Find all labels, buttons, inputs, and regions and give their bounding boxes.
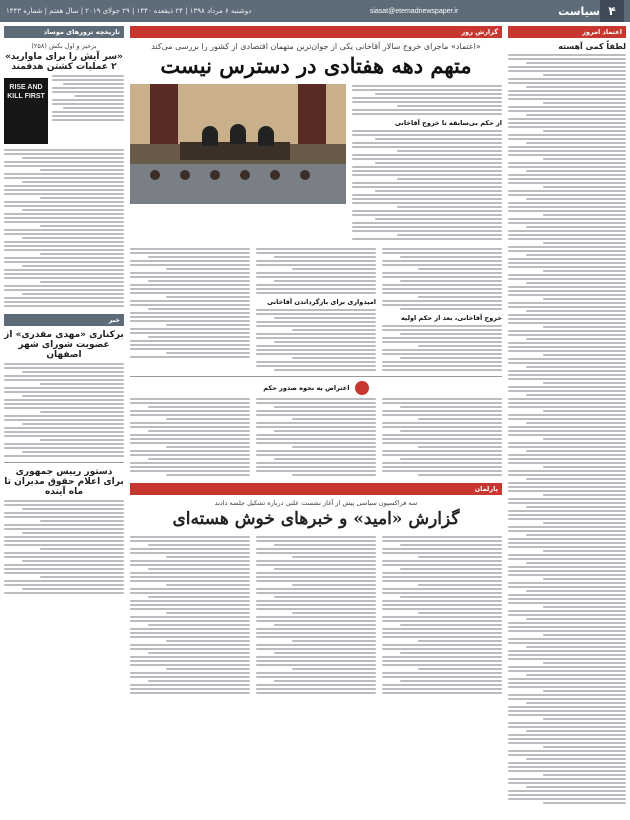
book-intro: برخیز و اول بکش (۲۵۸) xyxy=(31,42,97,50)
mid-body-columns xyxy=(130,397,502,477)
section-title: سیاست xyxy=(558,4,600,18)
news-kicker: خبر xyxy=(4,314,124,326)
lower-headline: گزارش «امید» و خبرهای خوش هسته‌ای xyxy=(172,509,460,529)
subhead-4-text: اعتراض به نحوه صدور حکم xyxy=(263,384,350,392)
headline-kicker: «اعتماد» ماجرای خروج سالار آقاخانی یکی از جوان‌ترین متهمان اقتصادی از کشور را بررسی می‌کند xyxy=(151,42,481,51)
main-column xyxy=(130,26,502,695)
issue-info: دوشنبه ۶ مرداد ۱۳۹۸ | ۲۴ ذیقعده ۱۴۴۰ | ۲۹ جولای ۲۰۱۹ | سال هفتم | شماره ۱۴۴۳ xyxy=(6,7,252,15)
subhead-1: از حکم بی‌سابقه تا خروج آقاخانی xyxy=(394,119,502,127)
news-headline-2: دستور رییس جمهوری برای اعلام حقوق مدیران تا ماه آینده xyxy=(4,467,124,497)
courtroom-photo xyxy=(130,84,346,204)
main-photo-area xyxy=(130,84,346,241)
news-headline-1: برکناری «مهدی مقدری» از عضویت شورای شهر اصفهان xyxy=(4,330,124,360)
subhead-3: امیدواری برای بازگرداندن آقاخانی xyxy=(267,298,376,306)
right-column-kicker: اعتماد امروز xyxy=(508,26,626,38)
main-top-section xyxy=(130,84,502,241)
page-header xyxy=(0,0,630,22)
book-subtitle: «سر آیش را برای ماوارید» ۲ عملیات کشتن هدفمند xyxy=(5,52,123,72)
lower-body-columns xyxy=(130,535,502,695)
website-address[interactable]: siasat@etemadnewspaper.ir xyxy=(369,7,459,15)
right-column xyxy=(508,26,626,805)
book-cover-image: RISE AND KILL FIRST xyxy=(4,78,48,144)
lower-headline-kicker: سه فراکسیون سیاسی پیش از آغاز نشست علنی درباره تشکیل جلسه دادند xyxy=(214,499,418,507)
subhead-4 xyxy=(130,381,502,395)
main-body-columns xyxy=(130,247,502,372)
lower-kicker: پارلمان xyxy=(130,483,502,495)
main-text-right xyxy=(352,84,502,241)
main-headline: متهم دهه هفتادی در دسترس نیست xyxy=(160,53,472,78)
subhead-2: خروج آقاخانی، بعد از حکم اولیه xyxy=(400,314,502,322)
left-column-kicker: تاریخچه ترورهای موساد xyxy=(4,26,124,38)
continued-badge-icon xyxy=(355,381,369,395)
right-column-title: لطفاً کمی آهسته xyxy=(558,42,626,51)
right-column-body xyxy=(508,53,626,805)
main-kicker: گزارش روز xyxy=(130,26,502,38)
page-number: ۴ xyxy=(600,0,624,22)
left-column xyxy=(4,26,124,595)
